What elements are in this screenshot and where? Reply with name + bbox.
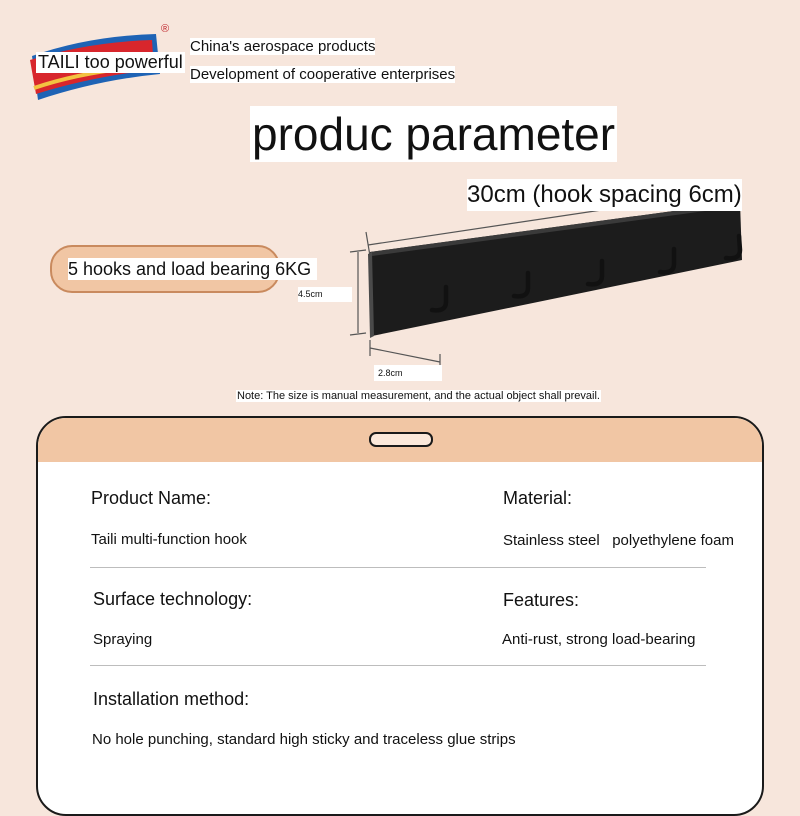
hook-rack-icon	[368, 202, 742, 338]
logo-text: TAILI too powerful	[38, 52, 183, 72]
spec-divider	[90, 665, 706, 666]
hanging-slot-icon	[369, 432, 433, 447]
dimension-depth-label: 2.8cm	[374, 365, 442, 381]
surface-technology-label: Surface technology:	[93, 589, 253, 609]
product-name-value: Taili multi-function hook	[91, 531, 247, 548]
installation-method-label: Installation method:	[93, 689, 250, 709]
material-value: Stainless steel polyethylene foam	[503, 532, 734, 549]
spec-card	[36, 416, 764, 816]
dimension-length-label: 30cm (hook spacing 6cm)	[467, 179, 742, 211]
measurement-note: Note: The size is manual measurement, and the actual object shall prevail.	[237, 390, 600, 402]
surface-technology-value: Spraying	[93, 631, 153, 648]
product-name-label: Product Name:	[91, 488, 212, 508]
spec-card-header	[38, 418, 762, 462]
features-label: Features:	[503, 590, 580, 610]
spec-divider	[90, 567, 706, 568]
installation-method-value: No hole punching, standard high sticky and traceless glue strips	[92, 731, 516, 748]
capacity-badge-text: 5 hooks and load bearing 6KG	[68, 258, 317, 280]
dimension-height-label: 4.5cm	[298, 287, 352, 302]
tagline-1: China's aerospace products	[190, 38, 376, 55]
product-drawing	[340, 190, 760, 390]
features-value: Anti-rust, strong load-bearing	[502, 631, 696, 648]
tagline-2: Development of cooperative enterprises	[190, 66, 456, 83]
registered-mark: ®	[161, 23, 170, 35]
section-title: produc parameter	[252, 108, 616, 160]
material-label: Material:	[503, 488, 573, 508]
